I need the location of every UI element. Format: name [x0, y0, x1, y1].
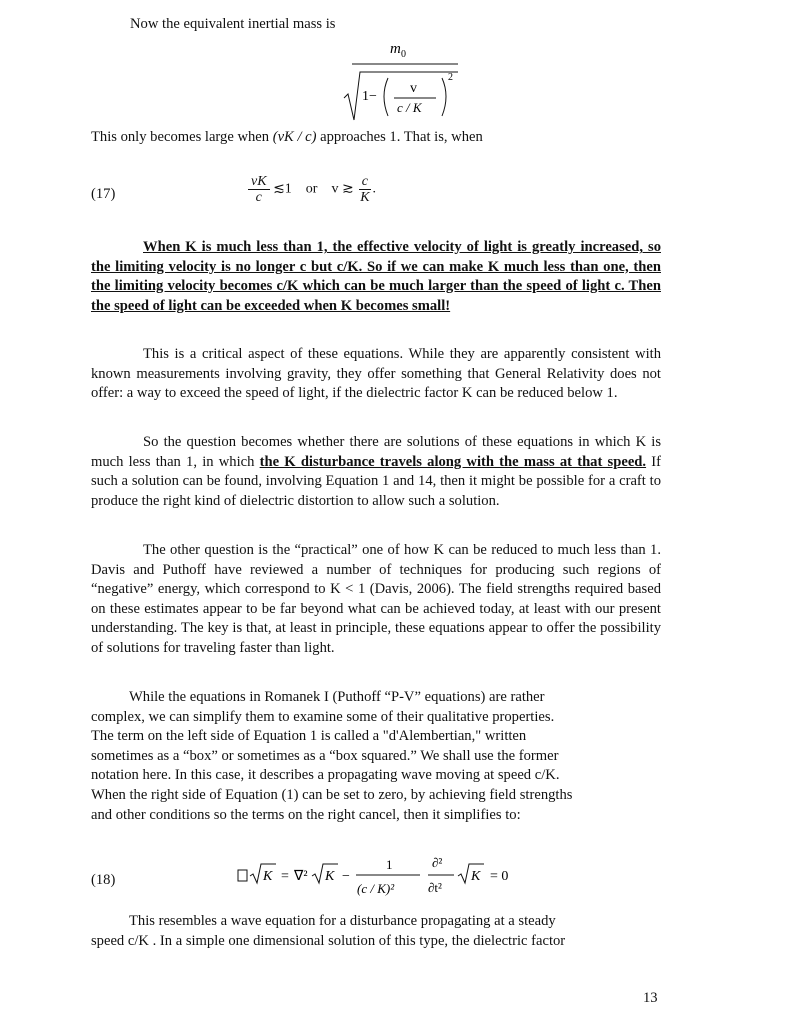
eq18-sqrtk-1: K [263, 869, 273, 884]
equation-18 [236, 850, 526, 902]
eq18-minus: − [342, 869, 350, 884]
vk-over-c: (vK / c) [272, 129, 317, 145]
eq17-number: (17) [91, 186, 116, 202]
paragraph-romanek: While the equations in Romanek I (Puthoff “P-V” equations) are rather complex, we can simplify them to examine some of their qualitative properties. The term on the left side of Equation 1 is called a "d'Alembertian," written sometimes as a “box” or sometimes as a “box squared.” We shall use the former notation here. In this case, it describes a propagating wave moving at speed c/K. When the right side of Equation (1) can be set to zero, by achieving field strengths and other conditions so the terms on the right cancel, then it simplifies to: [91, 689, 573, 823]
paragraph-practical: The other question is the “practical” one of how K can be reduced to much less than 1. Davis and Puthoff have reviewed a number of techniques for producing such regions of “negative” energy, which correspond to K < 1 (Davis, 2006). The field strengths required based on these estimates appear to be far beyond what can be achieved today, at least with our present understanding. The key is that, at least in principle, these equations appear to offer the possibility of solutions for traveling faster than light. [91, 542, 661, 656]
eq18-sqrtk-3: K [471, 869, 481, 884]
eq18-nabla: ∇² [294, 869, 308, 884]
eq18-d2: ∂² [432, 855, 443, 870]
eq18-eq: = [281, 869, 289, 884]
bold-paragraph: When K is much less than 1, the effective velocity of light is greatly increased, so the limiting velocity is no longer c but c/K. So if we can make K much less than one, then the limiting velocity becomes c/K which can be much larger than the speed of light c. Then the speed of light can be exceeded when K becomes small! [91, 239, 661, 314]
mass-v: v [410, 81, 417, 96]
underlined-phrase: the K disturbance travels along with the mass at that speed. [259, 453, 647, 470]
equation-17: $\frac{vK}{c}$ ≲1 or v ≳ $\frac{c}{K}$ . [248, 174, 376, 205]
mass-one-minus: 1− [362, 89, 377, 104]
mass-power: 2 [448, 72, 453, 83]
equation-mass [330, 36, 470, 126]
page-number: 13 [643, 990, 658, 1006]
paragraph-critical-aspect: This is a critical aspect of these equations. While they are apparently consistent with known measurements involving gravity, they offer something that General Relativity does not offer: a way to exceed the speed of light, if the dielectric factor K can be reduced below 1. [91, 346, 661, 402]
paragraph-question: So the question becomes whether there are solutions of these equations in which K is much less than 1, in which the K disturbance travels along with the mass at that speed. If such a solution can be found, involving Equation 1 and 14, then it might be possible for a craft to produce the right kind of dielectric distortion to allow such a solution. [91, 434, 661, 509]
eq18-one: 1 [386, 857, 393, 872]
eq18-ck2: (c / K)² [357, 881, 395, 896]
mass-c-over-k: c / K [397, 100, 422, 115]
eq18-number: (18) [91, 872, 116, 888]
intro-text: Now the equivalent inertial mass is [130, 16, 336, 32]
becomes-large-line: This only becomes large when (vK / c) approaches 1. That is, when [91, 129, 483, 145]
eq18-sqrtk-2: K [325, 869, 335, 884]
paragraph-wave: This resembles a wave equation for a disturbance propagating at a steady speed c/K . In a simple one dimensional solution of this type, the dielectric factor [91, 913, 566, 949]
mass-sub: 0 [401, 49, 406, 60]
eq18-dt2: ∂t² [428, 880, 442, 895]
eq18-zero: = 0 [490, 869, 509, 884]
mass-m: m [390, 41, 401, 57]
